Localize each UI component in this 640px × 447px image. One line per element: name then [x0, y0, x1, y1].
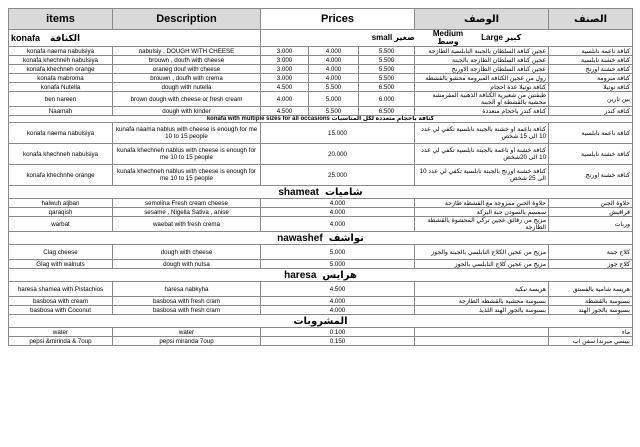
nawashef-section-row	[9, 232, 633, 245]
price-large: 6.500	[359, 83, 415, 92]
item-price: 25.000	[261, 165, 415, 186]
item-name: konafa khechnhe orange	[9, 165, 113, 186]
item-arabic-description: هريسة نبكية	[415, 282, 549, 297]
item-description: pepsi miranda 7oup	[113, 337, 261, 346]
price-large: 5.500	[359, 56, 415, 65]
table-row	[9, 208, 633, 217]
table-row	[9, 56, 633, 65]
table-row	[9, 47, 633, 56]
item-arabic-name: كنافة خشنة اورنج	[549, 65, 633, 74]
item-name: water	[9, 328, 113, 337]
item-description: dough with nutella	[113, 83, 261, 92]
item-description: haresa nabkyha	[113, 282, 261, 297]
item-arabic-description: كنافة كندر باحجام متعددة	[415, 107, 549, 116]
item-arabic-name: قراقيش	[549, 208, 633, 217]
price-medium: 5.500	[309, 83, 359, 92]
price-small: 4.500	[261, 83, 309, 92]
konafa-title-ar: الكنافة	[50, 32, 81, 43]
item-name: pepsi &mirinda & 7oup	[9, 337, 113, 346]
item-arabic-description: كنافة نوتيلا عدة احجام	[415, 83, 549, 92]
price-medium: 5.500	[309, 107, 359, 116]
item-name: basbosa with cream	[9, 297, 113, 306]
item-description: semolina Fresh cream cheese	[113, 199, 261, 208]
item-description: nabulsiy , DOUGH WITH CHEESE	[113, 47, 261, 56]
item-description: oraneg douf with cheese	[113, 65, 261, 74]
price-medium: 4.000	[309, 47, 359, 56]
item-description: sesame , Nigella Sativa , anise	[113, 208, 261, 217]
table-row	[9, 165, 633, 186]
item-arabic-name: كنافة ناعمة نابلسية	[549, 47, 633, 56]
haresa-section-title	[9, 269, 633, 282]
konafa-sizes	[261, 30, 633, 47]
header-description: Description	[113, 9, 261, 30]
price-large: 6.500	[359, 107, 415, 116]
item-arabic-name: وربات	[549, 217, 633, 232]
item-arabic-description: حلاوة الجبن ممزوجة مع القشطة طازجة	[415, 199, 549, 208]
item-name: konafa khechneh nabulsiya	[9, 56, 113, 65]
item-name: Naamah	[9, 107, 113, 116]
item-price: 5.000	[261, 260, 415, 269]
item-description: kunafa khechneh nablus with cheese is enough for me 10 to 15 people	[113, 144, 261, 165]
item-arabic-name: كنافة خشنة نابلسية	[549, 144, 633, 165]
konafa-section-title	[9, 30, 261, 47]
size-medium	[427, 30, 469, 46]
table-row	[9, 65, 633, 74]
price-small: 4.500	[261, 107, 309, 116]
table-row	[9, 297, 633, 306]
item-name: haresa shamea with Pistachios	[9, 282, 113, 297]
item-description: brouwn , doufh with crema	[113, 74, 261, 83]
table-row	[9, 107, 633, 116]
nawashef-title-ar: نواشف	[328, 232, 364, 244]
item-arabic-description: مزيج من رقائق عجين تركي المحشوة بالقشطة الطازجة	[415, 217, 549, 232]
item-arabic-name: كلاج جوز	[549, 260, 633, 269]
size-large: Large كبير	[481, 33, 522, 43]
item-arabic-description	[415, 337, 549, 346]
table-row	[9, 199, 633, 208]
item-price: 4.000	[261, 199, 415, 208]
item-name: Clag cheese	[9, 245, 113, 260]
item-description: dough with nutsa	[113, 260, 261, 269]
table-row	[9, 245, 633, 260]
table-row	[9, 74, 633, 83]
item-arabic-name: كنافة نوتيلا	[549, 83, 633, 92]
shameat-section-row	[9, 186, 633, 199]
item-arabic-description: طبقتين من شعيرية الكنافة الذهبية المقرمشة محشية بالقشطة او الجبنة	[415, 92, 549, 107]
haresa-title-ar: هرايس	[322, 269, 357, 281]
size-small: small صغير	[371, 33, 415, 43]
price-small: 3.000	[261, 65, 309, 74]
price-small: 4.000	[261, 92, 309, 107]
table-row	[9, 328, 633, 337]
price-medium: 5.000	[309, 92, 359, 107]
header-arabic-description: الوصف	[415, 9, 549, 30]
item-arabic-description: بسبوسة محشية بالقشطة الطازجة	[415, 297, 549, 306]
item-description: dough with kinder	[113, 107, 261, 116]
item-arabic-description: كنافة خشنة اورنج بالجبنة نابلسية تكفي لي عدد 10 الى 25 شخص	[415, 165, 549, 186]
item-name: qaraqish	[9, 208, 113, 217]
item-name: konafa khechneh nabulsiya	[9, 144, 113, 165]
item-arabic-name: حلاوة الجبن	[549, 199, 633, 208]
table-row	[9, 123, 633, 144]
shameat-section-title	[9, 186, 633, 199]
table-row	[9, 92, 633, 107]
item-description: waebat with fresh crema	[113, 217, 261, 232]
item-price: 4.500	[261, 282, 415, 297]
item-price: 4.000	[261, 208, 415, 217]
item-arabic-description: عجين كنافة السلطان الطازجة الاورنج	[415, 65, 549, 74]
item-arabic-description: بسبوسة بالجوز الهند اللذيذ	[415, 306, 549, 315]
item-description: basbosa with fresh cram	[113, 297, 261, 306]
item-description: basbosa with fresh cram	[113, 306, 261, 315]
item-description: brown dough with cheese or fresh cream	[113, 92, 261, 107]
item-arabic-name: كنافة خشنة اورنج	[549, 165, 633, 186]
item-arabic-name: كنافة مبرومة	[549, 74, 633, 83]
item-price: 4.000	[261, 306, 415, 315]
item-arabic-description	[415, 328, 549, 337]
item-name: konafa mabroma	[9, 74, 113, 83]
item-arabic-name: كلاج جبنة	[549, 245, 633, 260]
price-small: 3.000	[261, 74, 309, 83]
item-name: konafa khechneh orange	[9, 65, 113, 74]
item-arabic-description: عجين كنافة السلطان بالجبنة النابلسية الطازجة	[415, 47, 549, 56]
table-row	[9, 217, 633, 232]
item-price: 4.000	[261, 217, 415, 232]
item-price: 4.000	[261, 297, 415, 306]
table-row	[9, 83, 633, 92]
price-small: 3.000	[261, 47, 309, 56]
item-arabic-description: عجين كنافة السلطان الطازجة بالجبنة	[415, 56, 549, 65]
item-arabic-name: كنافة ناعمة نابلسية	[549, 123, 633, 144]
price-large: 6.000	[359, 92, 415, 107]
item-arabic-name: ماء	[549, 328, 633, 337]
item-name: ben nareen	[9, 92, 113, 107]
item-name: konafa naema nabulsiya	[9, 123, 113, 144]
menu-table	[8, 8, 633, 346]
header-prices: Prices	[261, 9, 415, 30]
item-arabic-description: مزيج من عجين الكلاج النابلسي بالجبنة والجوز	[415, 245, 549, 260]
price-large: 5.500	[359, 47, 415, 56]
item-description: dough with cheese	[113, 245, 261, 260]
header-row	[9, 9, 633, 30]
item-arabic-name: هريسة شامية بالفستق	[549, 282, 633, 297]
item-name: Glag with walnuts	[9, 260, 113, 269]
price-large: 5.500	[359, 65, 415, 74]
header-arabic-category: الصنف	[549, 9, 633, 30]
header-items: items	[9, 9, 113, 30]
price-medium: 4.000	[309, 74, 359, 83]
item-arabic-description: رول من عجين الكنافة المبرومة محشو بالقشطة	[415, 74, 549, 83]
item-price: 5.000	[261, 245, 415, 260]
table-row	[9, 282, 633, 297]
item-arabic-description: مزيج من عجين كلاج النابلسي بالجوز	[415, 260, 549, 269]
haresa-section-row	[9, 269, 633, 282]
price-medium: 4.000	[309, 56, 359, 65]
shameat-title-ar: شاميات	[324, 186, 363, 198]
item-arabic-name: كنافة خشنة نابلسية	[549, 56, 633, 65]
price-large: 5.500	[359, 74, 415, 83]
price-medium: 4.000	[309, 65, 359, 74]
drinks-section-title: المشروبات	[9, 315, 633, 328]
item-name: konafa naema nabulsiya	[9, 47, 113, 56]
nawashef-section-title	[9, 232, 633, 245]
nawashef-title-en: nawashef	[277, 232, 323, 244]
item-arabic-name: كنافة كندر	[549, 107, 633, 116]
table-row	[9, 144, 633, 165]
size-medium-en: Medium	[432, 29, 464, 38]
table-row	[9, 260, 633, 269]
item-arabic-name: بسبوسة بالقشطة	[549, 297, 633, 306]
drinks-section-row	[9, 315, 633, 328]
item-arabic-name: بين نارين	[549, 92, 633, 107]
item-arabic-name: بيبسي ميرندا سفن اب	[549, 337, 633, 346]
item-name: konafa Nutella	[9, 83, 113, 92]
occasions-note: konafa with multiple sizes for all occasions كنافة باحجام متعدده لكل المناسبات	[9, 116, 633, 123]
item-price: 0.150	[261, 337, 415, 346]
occasions-note-row	[9, 116, 633, 123]
item-price: 15.000	[261, 123, 415, 144]
table-row	[9, 337, 633, 346]
item-name: basbosa with Coconut	[9, 306, 113, 315]
konafa-section-row	[9, 30, 633, 47]
item-arabic-description: سمسم بالسودن حبة البركة	[415, 208, 549, 217]
konafa-title-en: konafa	[11, 32, 41, 43]
table-row	[9, 306, 633, 315]
item-description: water	[113, 328, 261, 337]
haresa-title-en: haresa	[284, 269, 317, 281]
item-arabic-name: بسبوسة بالجوز الهند	[549, 306, 633, 315]
item-name: warbat	[9, 217, 113, 232]
item-price: 20.000	[261, 144, 415, 165]
item-arabic-description: كنافة ناعمة او خشنة بالجبنة نابلسية تكفي لي عدد 10 الى 15 شخص	[415, 123, 549, 144]
item-name: halwuh aljban	[9, 199, 113, 208]
shameat-title-en: shameat	[278, 186, 319, 198]
item-description: kunafa naama nablus with cheese is enough for me 10 to 15 people	[113, 123, 261, 144]
item-arabic-description: كنافة خشنة او ناعمة بالجبنة نابلسية تكفي لي عدد 10 الى 20شخص	[415, 144, 549, 165]
item-price: 0.100	[261, 328, 415, 337]
size-medium-ar: وسط	[437, 37, 459, 46]
item-description: kunafa khechneh nablus with cheese is enough for me 10 to 15 people	[113, 165, 261, 186]
item-description: brouwn , doufh with cheese	[113, 56, 261, 65]
price-small: 3.000	[261, 56, 309, 65]
